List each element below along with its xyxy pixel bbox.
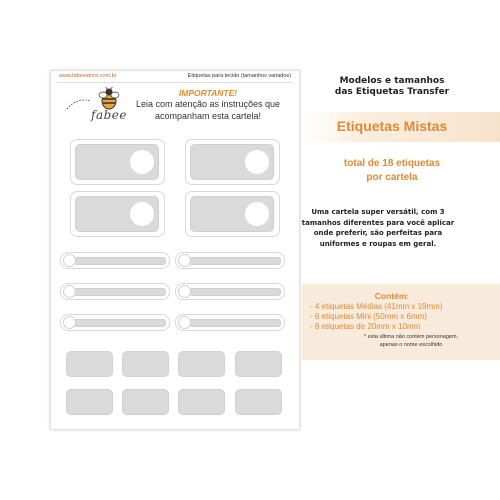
list-item: - 4 etiquetas Médias (41mm x 19mm): [310, 302, 443, 311]
character-circle: [178, 285, 191, 298]
small-label: [66, 351, 113, 377]
character-circle: [178, 316, 191, 329]
mini-label: [60, 252, 170, 269]
total-line2: por cartela: [366, 172, 418, 183]
contents-box: [302, 284, 500, 360]
panel-title-line2: das Etiquetas Transfer: [334, 87, 450, 97]
small-label: [178, 351, 225, 377]
panel-title-line1: Modelos e tamanhos: [339, 76, 445, 86]
medium-label-area: [190, 196, 274, 232]
medium-label-area: [75, 144, 159, 180]
list-item: - 8 etiquetas de 20mm x 10mm: [310, 322, 421, 331]
section-band: [302, 112, 500, 142]
character-circle: [178, 254, 191, 267]
logo-wordmark: fabee: [91, 108, 127, 122]
character-circle: [245, 150, 269, 174]
character-circle: [63, 285, 76, 298]
small-label: [178, 389, 225, 415]
contents-note-line2: apenas o nome escolhido: [379, 341, 443, 348]
sheet-header: [51, 71, 299, 83]
contents-list: [310, 302, 443, 332]
medium-label: [185, 191, 280, 237]
small-label: [235, 389, 282, 415]
mini-label: [175, 283, 285, 300]
medium-label: [70, 191, 165, 237]
list-item: - 6 etiquetas Mini (50mm x 6mm): [310, 312, 427, 321]
small-label: [66, 389, 113, 415]
contents-note: [336, 334, 486, 349]
important-text: Leia com atenção as instruções que acompanham esta cartela!: [135, 99, 281, 121]
sheet-title: Etiquetas para tecido (tamanhos variados): [187, 73, 291, 79]
character-circle: [63, 254, 76, 267]
small-label: [235, 351, 282, 377]
site-url: www.fabeestore.com.br: [59, 73, 117, 79]
mini-label: [60, 283, 170, 300]
total-text: [302, 157, 482, 185]
mini-label: [175, 252, 285, 269]
small-label: [122, 351, 169, 377]
total-line1: total de 18 etiquetas: [343, 158, 441, 169]
description-text: Uma cartela super versátil, com 3 tamanhos diferentes para você aplicar onde preferir, são perfeitas para uniformes e roupas em geral.: [301, 208, 455, 248]
character-circle: [130, 150, 154, 174]
mini-label-bar: [189, 257, 281, 265]
medium-label: [185, 139, 280, 185]
character-circle: [63, 316, 76, 329]
mini-label-bar: [74, 257, 166, 265]
contents-note-line1: * esta última não contém personagem,: [363, 334, 459, 340]
important-title: IMPORTANTE!: [178, 88, 238, 98]
medium-label-area: [75, 196, 159, 232]
mini-label-bar: [74, 319, 166, 327]
section-title: Etiquetas Mistas: [336, 118, 448, 134]
header-divider: [57, 82, 293, 83]
character-circle: [245, 202, 269, 226]
panel-title: [302, 76, 482, 98]
medium-label: [70, 139, 165, 185]
character-circle: [130, 202, 154, 226]
label-sheet: [50, 70, 300, 430]
mini-label: [60, 314, 170, 331]
contents-title: Contém:: [374, 291, 410, 301]
medium-label-area: [190, 144, 274, 180]
mini-label: [175, 314, 285, 331]
small-label: [122, 389, 169, 415]
mini-label-bar: [189, 288, 281, 296]
mini-label-bar: [189, 319, 281, 327]
mini-label-bar: [74, 288, 166, 296]
